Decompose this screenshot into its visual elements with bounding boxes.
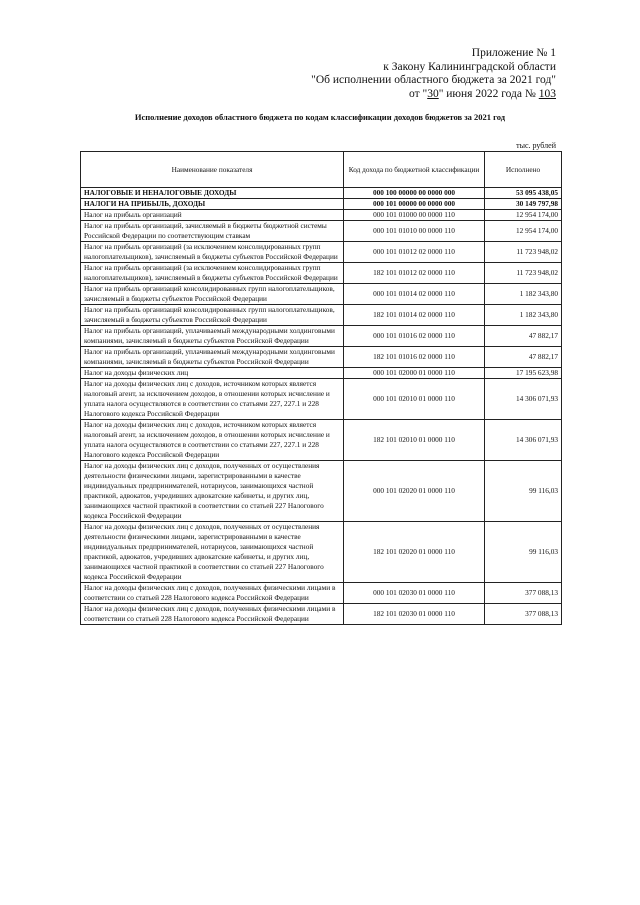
- row-code-cell: 000 101 02030 01 0000 110: [344, 583, 485, 604]
- row-code-cell: 182 101 02020 01 0000 110: [344, 522, 485, 583]
- document-title: Исполнение доходов областного бюджета по кодам классификации доходов бюджетов за 2021 год: [134, 112, 506, 122]
- table-row: [81, 284, 562, 305]
- row-value-cell: 99 116,03: [485, 461, 562, 522]
- row-value-cell: 30 149 797,98: [485, 199, 562, 210]
- table-row: [81, 188, 562, 199]
- header-executed: Исполнено: [485, 152, 562, 188]
- row-code-cell: 000 101 01016 02 0000 110: [344, 326, 485, 347]
- row-code-cell: 000 101 02010 01 0000 110: [344, 379, 485, 420]
- row-value-cell: 53 095 438,05: [485, 188, 562, 199]
- row-value-cell: 1 182 343,80: [485, 284, 562, 305]
- row-name-cell: Налог на прибыль организаций, зачисляемый в бюджеты бюджетной системы Российской Федерации по соответствующим ставкам: [81, 221, 344, 242]
- row-value-cell: 1 182 343,80: [485, 305, 562, 326]
- row-code-cell: 182 101 01016 02 0000 110: [344, 347, 485, 368]
- row-name-cell: Налог на доходы физических лиц с доходов, источником которых является налоговый агент, за исключением доходов, в отношении которых исчисление и уплата налога осуществляются в соответствии со статьями 227, 227.1 и 228 Налогового кодекса Российской Федерации: [81, 420, 344, 461]
- table-row: [81, 305, 562, 326]
- table-body: [81, 188, 562, 625]
- appendix-line-4: [311, 88, 556, 102]
- row-value-cell: 17 195 623,98: [485, 368, 562, 379]
- table-row: [81, 347, 562, 368]
- row-name-cell: Налог на прибыль организаций, уплачиваемый международными холдинговыми компаниями, зачисляемый в бюджеты субъектов Российской Федерации: [81, 326, 344, 347]
- row-name-cell: Налог на прибыль организаций (за исключением консолидированных групп налогоплательщиков), зачисляемый в бюджеты субъектов Российской Федерации: [81, 242, 344, 263]
- appendix-line-3: "Об исполнении областного бюджета за 2021 год": [311, 74, 556, 86]
- row-name-cell: Налог на доходы физических лиц с доходов, источником которых является налоговый агент, за исключением доходов, в отношении которых исчисление и уплата налога осуществляются в соответствии со статьями 227, 227.1 и 228 Налогового кодекса Российской Федерации: [81, 379, 344, 420]
- table-row: [81, 210, 562, 221]
- row-code-cell: 182 101 02030 01 0000 110: [344, 604, 485, 625]
- row-value-cell: 14 306 071,93: [485, 379, 562, 420]
- row-code-cell: 000 101 01010 00 0000 110: [344, 221, 485, 242]
- row-value-cell: 11 723 948,02: [485, 242, 562, 263]
- units-label: тыс. рублей: [516, 141, 556, 150]
- table-row: [81, 221, 562, 242]
- row-name-cell: Налог на прибыль организаций консолидированных групп налогоплательщиков, зачисляемый в бюджеты субъектов Российской Федерации: [81, 305, 344, 326]
- row-code-cell: 000 101 00000 00 0000 000: [344, 199, 485, 210]
- row-name-cell: Налог на доходы физических лиц с доходов, полученных от осуществления деятельности физическими лицами, зарегистрированными в качестве индивидуальных предпринимателей, нотариусов, занимающихся частной практикой, адвокатов, учредивших адвокатские кабинеты, и других лиц, занимающихся частной практикой в соответствии со статьей 227 Налогового кодекса Российской Федерации: [81, 461, 344, 522]
- appendix-line-2: к Закону Калининградской области: [383, 60, 556, 73]
- row-name-cell: Налог на прибыль организаций консолидированных групп налогоплательщиков, зачисляемый в бюджеты субъектов Российской Федерации: [81, 284, 344, 305]
- row-value-cell: 47 882,17: [485, 326, 562, 347]
- appendix-date-mid: " июня 2022 года №: [438, 87, 539, 100]
- row-code-cell: 000 101 01012 02 0000 110: [344, 242, 485, 263]
- header-income-code: Код дохода по бюджетной классификации: [344, 152, 485, 188]
- row-name-cell: Налог на прибыль организаций, уплачиваемый международными холдинговыми компаниями, зачисляемый в бюджеты субъектов Российской Федерации: [81, 347, 344, 368]
- row-name-cell: НАЛОГОВЫЕ И НЕНАЛОГОВЫЕ ДОХОДЫ: [81, 188, 344, 199]
- row-name-cell: Налог на доходы физических лиц с доходов, полученных физическими лицами в соответствии со статьей 228 Налогового кодекса Российской Федерации: [81, 583, 344, 604]
- table-row: [81, 379, 562, 420]
- table-row: [81, 368, 562, 379]
- row-value-cell: 377 088,13: [485, 583, 562, 604]
- row-value-cell: 99 116,03: [485, 522, 562, 583]
- row-value-cell: 14 306 071,93: [485, 420, 562, 461]
- row-name-cell: Налог на прибыль организаций (за исключением консолидированных групп налогоплательщиков), зачисляемый в бюджеты субъектов Российской Федерации: [81, 263, 344, 284]
- row-code-cell: 182 101 01012 02 0000 110: [344, 263, 485, 284]
- table-row: [81, 326, 562, 347]
- appendix-date-prefix: от ": [409, 87, 428, 100]
- appendix-line-1: Приложение № 1: [471, 47, 556, 59]
- row-code-cell: 182 101 02010 01 0000 110: [344, 420, 485, 461]
- row-value-cell: 12 954 174,00: [485, 221, 562, 242]
- row-code-cell: 182 101 01014 02 0000 110: [344, 305, 485, 326]
- table-row: [81, 263, 562, 284]
- row-code-cell: 000 100 00000 00 0000 000: [344, 188, 485, 199]
- table-row: [81, 199, 562, 210]
- table-header-row: [81, 152, 562, 188]
- row-code-cell: 000 101 01014 02 0000 110: [344, 284, 485, 305]
- table-row: [81, 242, 562, 263]
- row-code-cell: 000 101 02020 01 0000 110: [344, 461, 485, 522]
- row-name-cell: Налог на доходы физических лиц с доходов, полученных физическими лицами в соответствии со статьей 228 Налогового кодекса Российской Федерации: [81, 604, 344, 625]
- header-indicator-name: Наименование показателя: [81, 152, 344, 188]
- row-value-cell: 47 882,17: [485, 347, 562, 368]
- row-code-cell: 000 101 01000 00 0000 110: [344, 210, 485, 221]
- row-value-cell: 12 954 174,00: [485, 210, 562, 221]
- table-row: [81, 461, 562, 522]
- row-name-cell: Налог на доходы физических лиц с доходов, полученных от осуществления деятельности физическими лицами, зарегистрированными в качестве индивидуальных предпринимателей, нотариусов, занимающихся частной практикой, адвокатов, учредивших адвокатские кабинеты, и других лиц, занимающихся частной практикой в соответствии со статьей 227 Налогового кодекса Российской Федерации: [81, 522, 344, 583]
- appendix-law-number: 103: [538, 87, 556, 100]
- table-row: [81, 604, 562, 625]
- table-row: [81, 420, 562, 461]
- row-name-cell: Налог на доходы физических лиц: [81, 368, 344, 379]
- table-row: [81, 522, 562, 583]
- appendix-day: 30: [427, 87, 439, 100]
- table-row: [81, 583, 562, 604]
- row-name-cell: НАЛОГИ НА ПРИБЫЛЬ, ДОХОДЫ: [81, 199, 344, 210]
- appendix-header: [311, 47, 556, 101]
- row-value-cell: 11 723 948,02: [485, 263, 562, 284]
- row-value-cell: 377 088,13: [485, 604, 562, 625]
- row-name-cell: Налог на прибыль организаций: [81, 210, 344, 221]
- revenue-table: [80, 151, 562, 625]
- row-code-cell: 000 101 02000 01 0000 110: [344, 368, 485, 379]
